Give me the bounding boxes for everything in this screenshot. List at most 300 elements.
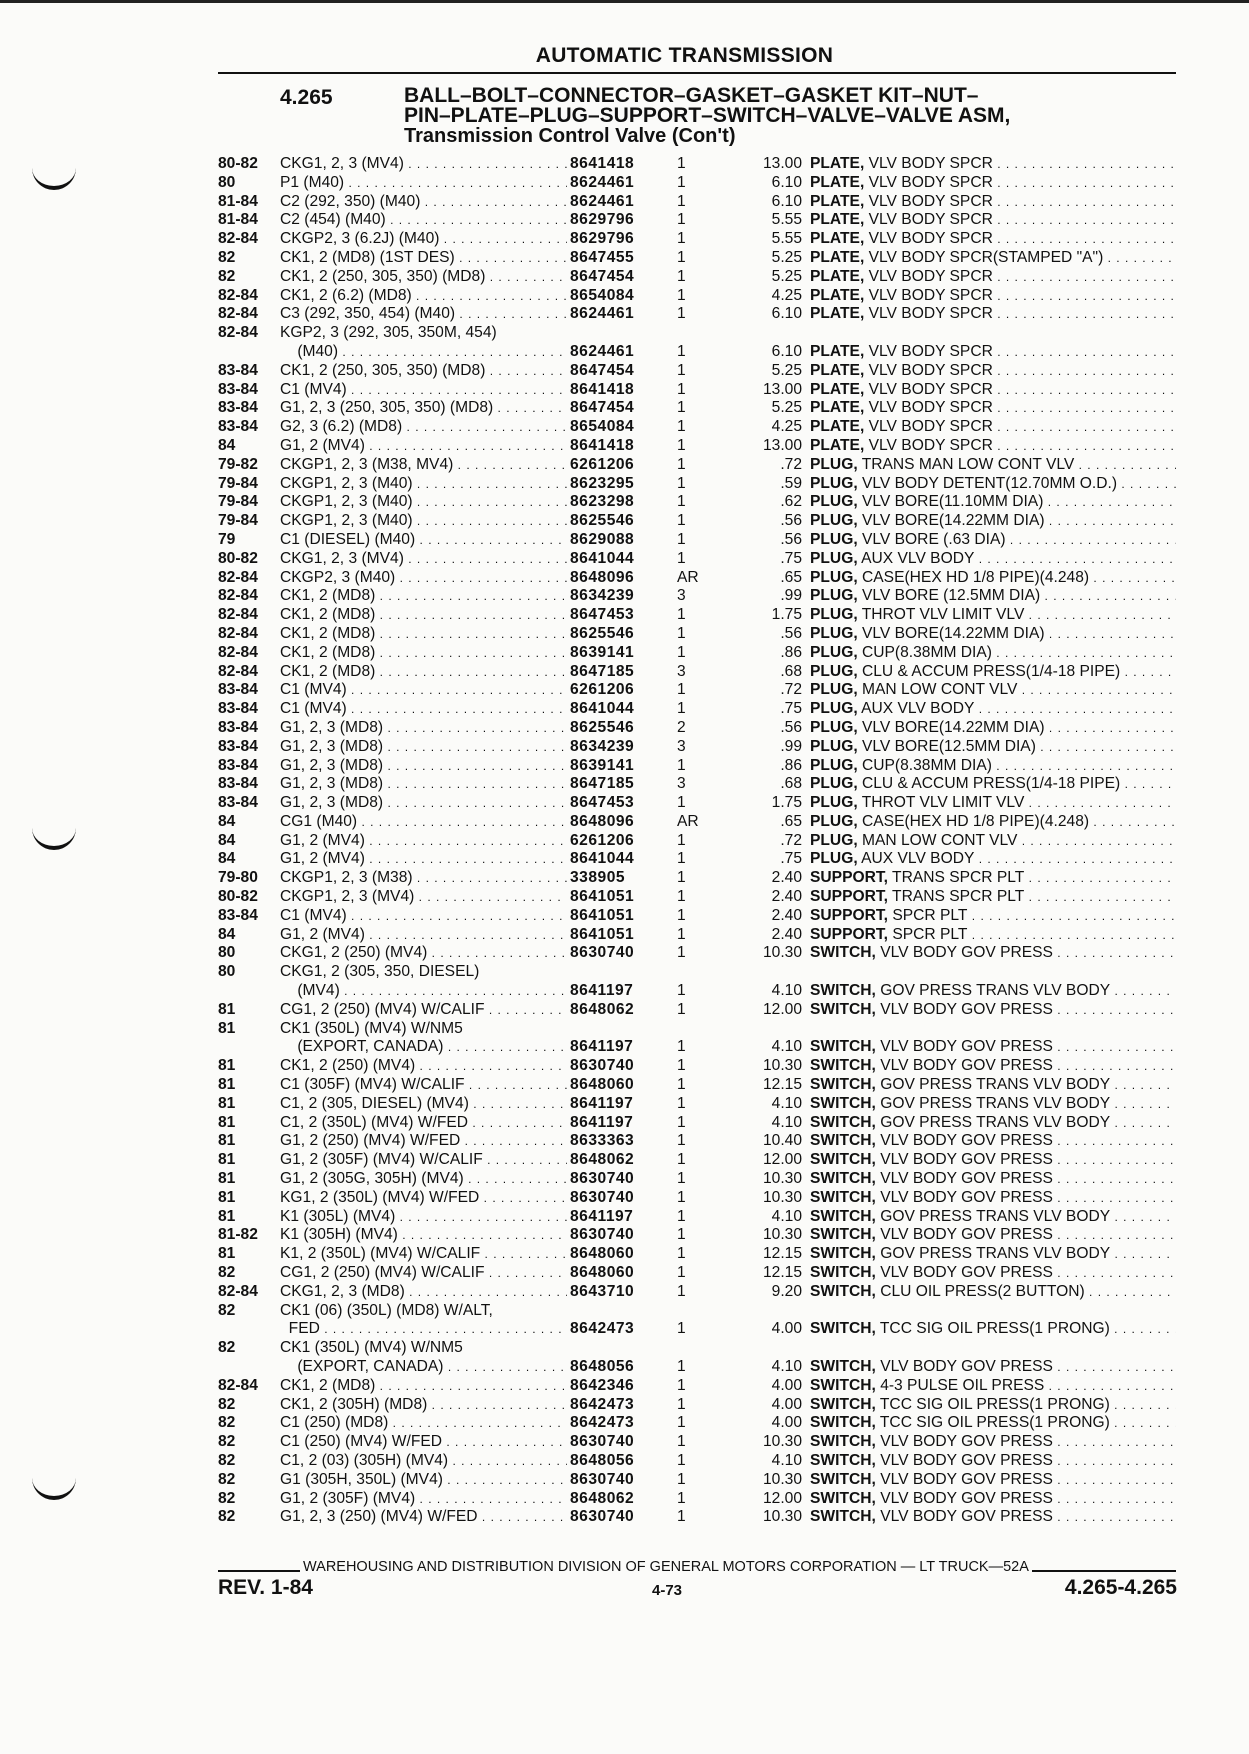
parts-row: [218, 475, 1178, 494]
parts-row: [218, 944, 1178, 963]
part-description: [810, 888, 1176, 906]
part-description: [810, 362, 1176, 380]
part-name: SUPPORT,: [810, 925, 888, 943]
part-name: SWITCH,: [810, 1170, 876, 1188]
part-description: [810, 1226, 1176, 1244]
part-description: [810, 155, 1176, 173]
part-name: SWITCH,: [810, 1151, 876, 1169]
part-number: 8641051: [570, 888, 635, 906]
quantity: 3: [677, 587, 686, 605]
price: 1.75: [771, 606, 802, 624]
part-detail: VLV BORE(12.5MM DIA): [862, 737, 1036, 755]
part-description: [810, 869, 1176, 887]
part-detail: VLV BODY GOV PRESS: [880, 1264, 1053, 1282]
part-description: [810, 1189, 1176, 1207]
model-application: (M40) . . .: [280, 343, 567, 361]
year-range: 83-84: [218, 361, 258, 379]
part-description: [810, 399, 1176, 417]
parts-row: [218, 1151, 1178, 1170]
model-application: KG1, 2 (350L) (MV4) W/FED . . .: [280, 1189, 567, 1207]
part-name: PLUG,: [810, 624, 858, 642]
price: .56: [780, 718, 802, 736]
year-range: 79-80: [218, 869, 258, 887]
year-range: 82-84: [218, 1282, 258, 1300]
parts-row: [218, 1320, 1178, 1339]
year-range: 80: [218, 944, 236, 962]
quantity: 2: [677, 718, 686, 736]
group-title-subtitle: Transmission Control Valve (Con't): [404, 125, 736, 147]
parts-row: [218, 963, 1178, 982]
year-range: 83-84: [218, 399, 258, 417]
price: 10.30: [762, 1433, 802, 1451]
model-application: CKG1, 2, 3 (MD8) . . .: [280, 1283, 567, 1301]
part-number: 8641044: [570, 850, 635, 868]
part-description: [810, 1208, 1176, 1226]
parts-row: [218, 343, 1178, 362]
year-range: 81-82: [218, 1226, 258, 1244]
parts-row: [218, 1490, 1178, 1509]
year-range: 82: [218, 1508, 236, 1526]
year-range: 80: [218, 963, 236, 981]
part-number: 8624461: [570, 305, 635, 323]
part-detail: VLV BODY GOV PRESS: [880, 1489, 1053, 1507]
year-range: 81: [218, 1094, 236, 1112]
model-application: CKGP1, 2, 3 (M40) . . .: [280, 475, 567, 493]
year-range: 81: [218, 1076, 236, 1094]
part-description: [810, 475, 1176, 493]
parts-row: [218, 1170, 1178, 1189]
section-title: AUTOMATIC TRANSMISSION: [535, 44, 834, 67]
year-range: 80-82: [218, 888, 258, 906]
quantity: 1: [677, 1320, 686, 1338]
price: .99: [780, 587, 802, 605]
part-number: 8634239: [570, 737, 635, 755]
part-description: [810, 982, 1176, 1000]
model-application: G1, 2 (250) (MV4) W/FED . . .: [280, 1132, 567, 1150]
price: 12.15: [762, 1264, 802, 1282]
quantity: 1: [677, 1057, 686, 1075]
part-name: PLATE,: [810, 192, 865, 210]
parts-row: [218, 1095, 1178, 1114]
model-application: C1, 2 (305, DIESEL) (MV4) . . .: [280, 1095, 567, 1113]
part-number: 8639141: [570, 643, 635, 661]
part-name: PLATE,: [810, 248, 865, 266]
part-number: 8629796: [570, 230, 635, 248]
model-application: G1, 2 (305F) (MV4) . . .: [280, 1490, 567, 1508]
parts-row: [218, 700, 1178, 719]
model-application: CKGP1, 2, 3 (MV4) . . .: [280, 888, 567, 906]
model-application: KGP2, 3 (292, 305, 350M, 454): [280, 324, 497, 342]
quantity: 1: [677, 1170, 686, 1188]
quantity: 1: [677, 267, 686, 285]
model-application: (MV4) . . .: [280, 982, 567, 1000]
part-description: [810, 644, 1176, 662]
quantity: 3: [677, 737, 686, 755]
part-name: PLUG,: [810, 681, 858, 699]
price: 12.15: [762, 1245, 802, 1263]
part-name: SWITCH,: [810, 1094, 876, 1112]
part-description: [810, 944, 1176, 962]
year-range: 81: [218, 1132, 236, 1150]
price: 4.10: [771, 1038, 802, 1056]
part-name: PLUG,: [810, 718, 858, 736]
part-name: PLUG,: [810, 512, 858, 530]
model-application: G1, 2 (305F) (MV4) W/CALIF . . .: [280, 1151, 567, 1169]
part-name: PLATE,: [810, 361, 865, 379]
part-description: [810, 268, 1176, 286]
part-detail: CLU OIL PRESS(2 BUTTON): [880, 1282, 1085, 1300]
part-number: 8654084: [570, 418, 635, 436]
parts-row: [218, 230, 1178, 249]
part-number: 8648060: [570, 1245, 635, 1263]
model-application: CK1, 2 (MD8) . . .: [280, 606, 567, 624]
part-name: SWITCH,: [810, 1489, 876, 1507]
model-application: K1, 2 (350L) (MV4) W/CALIF . . .: [280, 1245, 567, 1263]
quantity: 1: [677, 211, 686, 229]
part-detail: CLU & ACCUM PRESS(1/4-18 PIPE): [862, 662, 1121, 680]
part-detail: VLV BODY GOV PRESS: [880, 1451, 1053, 1469]
part-name: PLUG,: [810, 812, 858, 830]
part-number: 8641044: [570, 700, 635, 718]
part-detail: GOV PRESS TRANS VLV BODY: [880, 1113, 1111, 1131]
model-application: K1 (305L) (MV4) . . .: [280, 1208, 567, 1226]
part-detail: VLV BODY SPCR: [868, 436, 993, 454]
part-description: [810, 287, 1176, 305]
part-number: 8630740: [570, 1170, 635, 1188]
price: 4.10: [771, 1358, 802, 1375]
binder-hole-mark: [32, 1470, 76, 1500]
quantity: 1: [677, 455, 686, 473]
quantity: AR: [677, 812, 699, 830]
model-application: C1 (MV4) . . .: [280, 907, 567, 925]
part-number: 338905: [570, 869, 626, 887]
parts-row: [218, 850, 1178, 869]
parts-row: [218, 1339, 1178, 1358]
year-range: 82: [218, 1264, 236, 1282]
year-range: 83-84: [218, 700, 258, 718]
year-range: 84: [218, 850, 236, 868]
part-detail: AUX VLV BODY: [861, 700, 975, 718]
quantity: 1: [677, 794, 686, 812]
price: 4.00: [771, 1320, 802, 1338]
part-detail: VLV BODY GOV PRESS: [880, 1057, 1053, 1075]
part-number: 8641197: [570, 1038, 634, 1056]
part-detail: VLV BODY SPCR: [868, 418, 993, 436]
price: 4.25: [771, 418, 802, 436]
part-name: PLATE,: [810, 436, 865, 454]
quantity: 1: [677, 1451, 686, 1469]
part-detail: VLV BORE(14.22MM DIA): [862, 718, 1045, 736]
quantity: 1: [677, 1000, 686, 1018]
part-detail: GOV PRESS TRANS VLV BODY: [880, 1245, 1111, 1263]
part-name: SWITCH,: [810, 1470, 876, 1488]
part-name: SWITCH,: [810, 1207, 876, 1225]
revision-label: REV. 1-84: [218, 1576, 313, 1599]
parts-row: [218, 155, 1178, 174]
model-application: C1 (250) (MV4) W/FED . . .: [280, 1433, 567, 1451]
model-application: C2 (454) (M40) . . .: [280, 211, 567, 229]
price: .75: [780, 700, 802, 718]
part-number: 8630740: [570, 944, 635, 962]
part-number: 8647453: [570, 606, 635, 624]
model-application: C1 (250) (MD8) . . .: [280, 1414, 567, 1432]
price: .86: [780, 643, 802, 661]
quantity: 1: [677, 549, 686, 567]
part-description: [810, 850, 1176, 868]
price: 6.10: [771, 173, 802, 191]
part-detail: TRANS SPCR PLT: [892, 888, 1025, 906]
part-description: [810, 493, 1176, 511]
part-detail: TCC SIG OIL PRESS(1 PRONG): [879, 1414, 1110, 1432]
year-range: 79-84: [218, 474, 258, 492]
part-description: [810, 1471, 1176, 1489]
part-detail: VLV BODY SPCR: [868, 342, 993, 360]
quantity: 1: [677, 681, 686, 699]
year-range: 82-84: [218, 305, 258, 323]
part-description: [810, 1320, 1176, 1338]
model-application: C1 (MV4) . . .: [280, 381, 567, 399]
part-number: 8623298: [570, 493, 635, 511]
price: 6.10: [771, 342, 802, 360]
parts-row: [218, 550, 1178, 569]
top-border-line: [0, 0, 1249, 3]
model-application: C2 (292, 350) (M40) . . .: [280, 193, 567, 211]
part-number: 8647454: [570, 361, 635, 379]
part-number: 8630740: [570, 1433, 635, 1451]
part-name: PLATE,: [810, 418, 865, 436]
parts-row: [218, 193, 1178, 212]
quantity: 1: [677, 173, 686, 191]
part-number: 8641051: [570, 906, 635, 924]
part-name: SWITCH,: [810, 1057, 876, 1075]
price: 13.00: [762, 155, 802, 172]
model-application: CK1, 2 (MD8) . . .: [280, 625, 567, 643]
part-description: [810, 719, 1176, 737]
part-detail: VLV BODY GOV PRESS: [880, 1188, 1053, 1206]
price: .68: [780, 662, 802, 680]
price: 5.25: [771, 267, 802, 285]
model-application: G1, 2 (MV4) . . .: [280, 926, 567, 944]
quantity: 3: [677, 775, 686, 793]
part-number: 8654084: [570, 286, 635, 304]
part-name: SWITCH,: [810, 1113, 876, 1131]
part-detail: VLV BODY SPCR: [868, 305, 993, 323]
model-application: CKGP1, 2, 3 (M38) . . .: [280, 869, 567, 887]
part-detail: MAN LOW CONT VLV: [862, 831, 1018, 849]
quantity: 1: [677, 756, 686, 774]
year-range: 82: [218, 1489, 236, 1507]
part-description: [810, 738, 1176, 756]
part-description: [810, 1377, 1176, 1395]
part-number: 8643710: [570, 1282, 635, 1300]
quantity: 1: [677, 418, 686, 436]
year-range: 82: [218, 1451, 236, 1469]
part-number: 8642346: [570, 1376, 635, 1394]
quantity: 1: [677, 1376, 686, 1394]
header-rule: [218, 72, 1176, 74]
parts-row: [218, 1038, 1178, 1057]
group-title: [404, 86, 1010, 146]
parts-row: [218, 324, 1178, 343]
parts-row: [218, 456, 1178, 475]
quantity: 1: [677, 1414, 686, 1432]
parts-row: [218, 531, 1178, 550]
year-range: 80-82: [218, 155, 258, 172]
model-application: CK1 (350L) (MV4) W/NM5: [280, 1339, 463, 1357]
part-number: 8648096: [570, 568, 635, 586]
quantity: 1: [677, 1470, 686, 1488]
model-application: C3 (292, 350, 454) (M40) . . .: [280, 305, 567, 323]
part-detail: CUP(8.38MM DIA): [862, 756, 992, 774]
year-range: 81: [218, 1113, 236, 1131]
quantity: 1: [677, 380, 686, 398]
model-application: CK1, 2 (250, 305, 350) (MD8) . . .: [280, 268, 567, 286]
model-application: FED . . .: [280, 1320, 567, 1338]
part-detail: VLV BODY GOV PRESS: [880, 1226, 1053, 1244]
part-description: [810, 569, 1176, 587]
part-number: 8647453: [570, 794, 635, 812]
price: 4.10: [771, 1094, 802, 1112]
part-number: 8630740: [570, 1470, 635, 1488]
part-number: 8642473: [570, 1414, 635, 1432]
part-number: 8639141: [570, 756, 635, 774]
quantity: 1: [677, 1113, 686, 1131]
price: 2.40: [771, 888, 802, 906]
quantity: 1: [677, 888, 686, 906]
part-number: 8625546: [570, 624, 635, 642]
part-number: 8648060: [570, 1264, 635, 1282]
part-description: [810, 418, 1176, 436]
group-reference: 4.265-4.265: [1064, 1576, 1177, 1599]
price: 4.10: [771, 1451, 802, 1469]
part-name: PLATE,: [810, 230, 865, 248]
part-name: PLUG,: [810, 530, 858, 548]
part-description: [810, 1132, 1176, 1150]
price: 6.10: [771, 192, 802, 210]
parts-row: [218, 1208, 1178, 1227]
model-application: G1, 2 (MV4) . . .: [280, 437, 567, 455]
model-application: G1, 2, 3 (MD8) . . .: [280, 738, 567, 756]
parts-row: [218, 606, 1178, 625]
part-number: 8630740: [570, 1057, 635, 1075]
part-name: PLUG,: [810, 549, 858, 567]
part-description: [810, 681, 1176, 699]
part-detail: CASE(HEX HD 1/8 PIPE)(4.248): [862, 568, 1090, 586]
part-number: 8642473: [570, 1395, 635, 1413]
parts-row: [218, 1189, 1178, 1208]
year-range: 81: [218, 1057, 236, 1075]
model-application: CK1, 2 (250) (MV4) . . .: [280, 1057, 567, 1075]
price: 2.40: [771, 925, 802, 943]
part-name: SWITCH,: [810, 1320, 876, 1338]
part-number: 8633363: [570, 1132, 635, 1150]
part-detail: SPCR PLT: [892, 906, 968, 924]
part-description: [810, 663, 1176, 681]
part-description: [810, 249, 1176, 267]
part-number: 8648062: [570, 1000, 635, 1018]
part-number: 8642473: [570, 1320, 635, 1338]
part-detail: THROT VLV LIMIT VLV: [861, 794, 1025, 812]
part-description: [810, 381, 1176, 399]
price: .86: [780, 756, 802, 774]
part-name: PLUG,: [810, 737, 858, 755]
part-name: PLATE,: [810, 155, 865, 172]
part-number: 8641051: [570, 925, 635, 943]
quantity: 1: [677, 399, 686, 417]
parts-row: [218, 1245, 1178, 1264]
price: 4.10: [771, 982, 802, 1000]
part-description: [810, 1057, 1176, 1075]
model-application: CKGP1, 2, 3 (M38, MV4) . . .: [280, 456, 567, 474]
part-number: 8647455: [570, 248, 635, 266]
model-application: CKGP2, 3 (M40) . . .: [280, 569, 567, 587]
price: 4.25: [771, 286, 802, 304]
price: 10.30: [762, 1508, 802, 1526]
part-number: 8624461: [570, 173, 635, 191]
price: 12.00: [762, 1151, 802, 1169]
part-number: 6261206: [570, 831, 635, 849]
price: 10.30: [762, 1170, 802, 1188]
year-range: 84: [218, 831, 236, 849]
quantity: 1: [677, 436, 686, 454]
part-detail: VLV BODY SPCR: [868, 380, 993, 398]
part-description: [810, 700, 1176, 718]
parts-row: [218, 1001, 1178, 1020]
part-detail: AUX VLV BODY: [861, 850, 975, 868]
parts-row: [218, 757, 1178, 776]
price: .72: [780, 831, 802, 849]
year-range: 81-84: [218, 211, 258, 229]
parts-row: [218, 1114, 1178, 1133]
part-description: [810, 193, 1176, 211]
part-name: PLATE,: [810, 380, 865, 398]
parts-row: [218, 493, 1178, 512]
quantity: 1: [677, 248, 686, 266]
part-description: [810, 794, 1176, 812]
part-description: [810, 926, 1176, 944]
part-detail: TRANS SPCR PLT: [892, 869, 1025, 887]
part-description: [810, 1076, 1176, 1094]
model-application: P1 (M40) . . .: [280, 174, 567, 192]
part-name: PLUG,: [810, 474, 858, 492]
price: 5.25: [771, 399, 802, 417]
quantity: 1: [677, 1395, 686, 1413]
model-application: G2, 3 (6.2) (MD8) . . .: [280, 418, 567, 436]
parts-row: [218, 174, 1178, 193]
part-detail: TRANS MAN LOW CONT VLV: [861, 455, 1075, 473]
part-description: [810, 1095, 1176, 1113]
part-number: 8641197: [570, 982, 634, 1000]
parts-row: [218, 681, 1178, 700]
model-application: C1, 2 (03) (305H) (MV4) . . .: [280, 1452, 567, 1470]
price: .56: [780, 624, 802, 642]
quantity: 1: [677, 1076, 686, 1094]
part-name: PLUG,: [810, 493, 858, 511]
part-detail: VLV BODY GOV PRESS: [880, 1038, 1053, 1056]
part-detail: VLV BODY GOV PRESS: [880, 1132, 1053, 1150]
part-description: [810, 211, 1176, 229]
price: 10.30: [762, 944, 802, 962]
parts-row: [218, 437, 1178, 456]
part-name: SWITCH,: [810, 1451, 876, 1469]
part-number: 8634239: [570, 587, 635, 605]
part-number: 8630740: [570, 1508, 635, 1526]
part-number: 8625546: [570, 718, 635, 736]
parts-row: [218, 888, 1178, 907]
parts-row: [218, 1508, 1178, 1527]
part-description: [810, 1038, 1176, 1056]
model-application: CK1, 2 (305H) (MD8) . . .: [280, 1396, 567, 1414]
